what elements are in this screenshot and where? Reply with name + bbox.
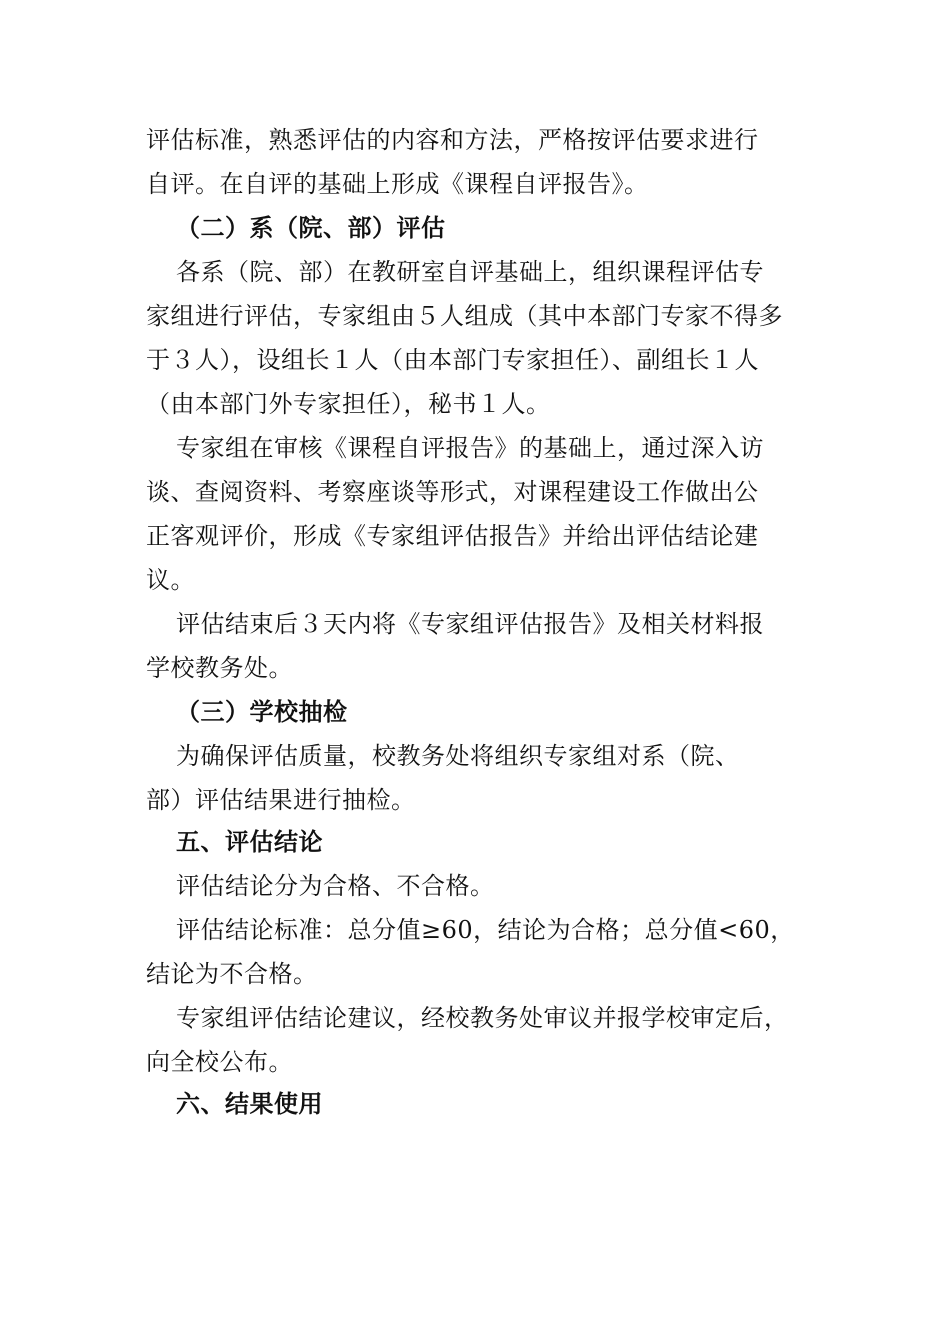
subsection-heading: （三）学校抽检 <box>176 698 348 726</box>
paragraph-line: 谈、查阅资料、考察座谈等形式，对课程建设工作做出公 <box>146 478 759 506</box>
paragraph-line: 评估标准，熟悉评估的内容和方法，严格按评估要求进行 <box>146 126 759 154</box>
paragraph-line: 结论为不合格。 <box>146 960 318 988</box>
section-heading: 五、评估结论 <box>176 828 323 856</box>
paragraph-line: （由本部门外专家担任），秘书１人。 <box>146 390 551 418</box>
paragraph-line: 正客观评价，形成《专家组评估报告》并给出评估结论建 <box>146 522 759 550</box>
subsection-heading: （二）系（院、部）评估 <box>176 214 446 242</box>
paragraph-line: 部）评估结果进行抽检。 <box>146 786 416 814</box>
paragraph-line: 专家组评估结论建议，经校教务处审议并报学校审定后， <box>176 1004 789 1032</box>
paragraph-line: 家组进行评估，专家组由５人组成（其中本部门专家不得多 <box>146 302 783 330</box>
paragraph-line: 评估结束后３天内将《专家组评估报告》及相关材料报 <box>176 610 764 638</box>
paragraph-line: 议。 <box>146 566 195 594</box>
paragraph-line: 学校教务处。 <box>146 654 293 682</box>
paragraph-line: 自评。在自评的基础上形成《课程自评报告》。 <box>146 170 649 198</box>
section-heading: 六、结果使用 <box>176 1090 323 1118</box>
paragraph-line: 各系（院、部）在教研室自评基础上，组织课程评估专 <box>176 258 764 286</box>
paragraph-line: 评估结论标准：总分值≥60，结论为合格；总分值<60， <box>176 916 795 944</box>
paragraph-line: 于３人），设组长１人（由本部门专家担任）、副组长１人 <box>146 346 759 374</box>
paragraph-line: 向全校公布。 <box>146 1048 293 1076</box>
paragraph-line: 为确保评估质量，校教务处将组织专家组对系（院、 <box>176 742 740 770</box>
paragraph-line: 专家组在审核《课程自评报告》的基础上，通过深入访 <box>176 434 764 462</box>
paragraph-line: 评估结论分为合格、不合格。 <box>176 872 495 900</box>
